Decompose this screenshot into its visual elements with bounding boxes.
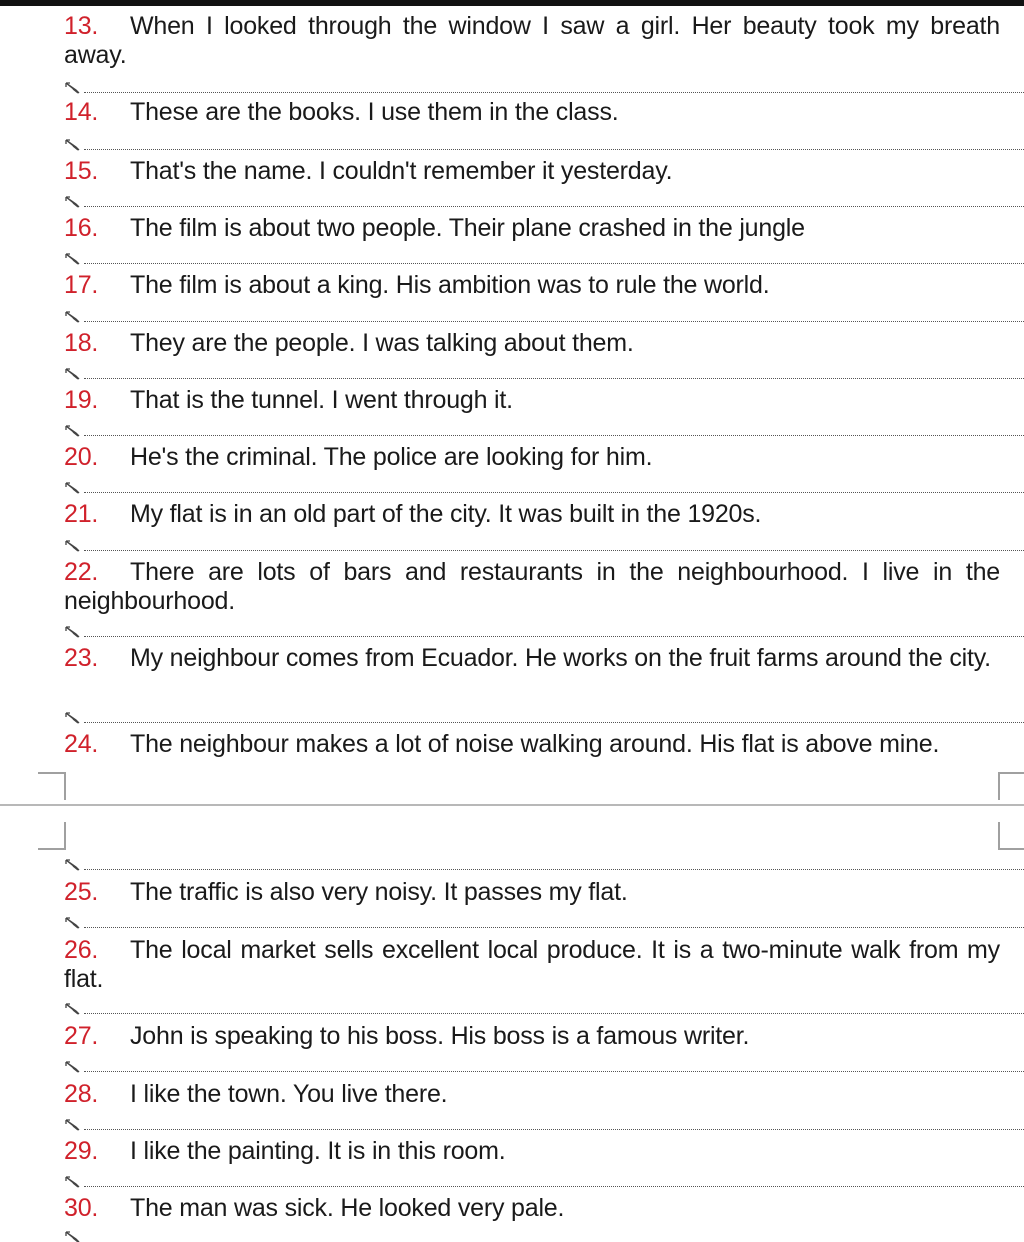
item-text: That's the name. I couldn't remember it yesterday. — [130, 157, 673, 185]
item-text: When I looked through the window I saw a girl. Her beauty took my breath away. — [64, 12, 1000, 69]
item-number: 13. — [64, 12, 99, 40]
dotted-line — [84, 263, 1024, 264]
answer-line[interactable] — [64, 367, 1024, 381]
dotted-line — [84, 869, 1024, 870]
item-number: 22. — [64, 558, 99, 586]
dotted-line — [84, 1071, 1024, 1072]
answer-line[interactable] — [64, 252, 1024, 266]
dotted-line — [84, 1186, 1024, 1187]
item-number: 26. — [64, 936, 99, 964]
dotted-line — [84, 435, 1024, 436]
item-number: 18. — [64, 329, 99, 357]
item-number: 28. — [64, 1080, 99, 1108]
page-break — [0, 804, 1024, 812]
item-number: 17. — [64, 271, 99, 299]
dotted-line — [84, 550, 1024, 551]
answer-line[interactable] — [64, 1230, 1024, 1242]
item-text: That is the tunnel. I went through it. — [130, 386, 513, 414]
pencil-icon — [64, 1230, 82, 1242]
dotted-line — [84, 206, 1024, 207]
answer-line[interactable] — [64, 711, 1024, 725]
item-number: 24. — [64, 730, 99, 758]
dotted-line — [84, 149, 1024, 150]
item-text: The film is about a king. His ambition was to rule the world. — [130, 271, 770, 299]
dotted-line — [84, 92, 1024, 93]
pencil-icon — [64, 1118, 82, 1132]
pencil-icon — [64, 1002, 82, 1016]
item-text: I like the town. You live there. — [130, 1080, 448, 1108]
document-page-2 — [0, 812, 1024, 1242]
pencil-icon — [64, 310, 82, 324]
item-number: 29. — [64, 1137, 99, 1165]
pencil-icon — [64, 81, 82, 95]
item-text: My flat is in an old part of the city. It was built in the 1920s. — [130, 500, 762, 528]
pencil-icon — [64, 1060, 82, 1074]
item-text: The traffic is also very noisy. It passes my flat. — [130, 878, 628, 906]
pencil-icon — [64, 195, 82, 209]
exercise-item — [64, 98, 1000, 127]
exercise-item — [64, 644, 1000, 673]
item-text: The neighbour makes a lot of noise walking around. His flat is above mine. — [130, 730, 940, 758]
dotted-line — [84, 927, 1024, 928]
answer-line[interactable] — [64, 1002, 1024, 1016]
exercise-item — [64, 12, 1000, 70]
answer-line[interactable] — [64, 138, 1024, 152]
exercise-item — [64, 558, 1000, 616]
item-number: 30. — [64, 1194, 99, 1222]
answer-line[interactable] — [64, 625, 1024, 639]
answer-line[interactable] — [64, 1175, 1024, 1189]
pencil-icon — [64, 916, 82, 930]
dotted-line — [84, 1013, 1024, 1014]
exercise-item — [64, 730, 1000, 759]
exercise-item — [64, 386, 1000, 415]
pencil-icon — [64, 1175, 82, 1189]
item-text: The film is about two people. Their plane crashed in the jungle — [130, 214, 805, 242]
exercise-item — [64, 878, 1000, 907]
crop-mark — [38, 772, 66, 800]
pencil-icon — [64, 625, 82, 639]
exercise-item — [64, 271, 1000, 300]
document-page-1 — [0, 6, 1024, 804]
exercise-item — [64, 329, 1000, 358]
pencil-icon — [64, 367, 82, 381]
dotted-line — [84, 722, 1024, 723]
exercise-item — [64, 1137, 1000, 1166]
answer-line[interactable] — [64, 310, 1024, 324]
item-number: 27. — [64, 1022, 99, 1050]
pencil-icon — [64, 711, 82, 725]
exercise-item — [64, 214, 1000, 243]
answer-line[interactable] — [64, 916, 1024, 930]
crop-mark — [38, 822, 66, 850]
item-text: The local market sells excellent local produce. It is a two-minute walk from my flat. — [64, 936, 1000, 993]
dotted-line — [84, 378, 1024, 379]
dotted-line — [84, 492, 1024, 493]
dotted-line — [84, 1129, 1024, 1130]
pencil-icon — [64, 252, 82, 266]
item-text: I like the painting. It is in this room. — [130, 1137, 506, 1165]
answer-line[interactable] — [64, 195, 1024, 209]
answer-line[interactable] — [64, 858, 1024, 872]
exercise-item — [64, 1194, 1000, 1223]
answer-line[interactable] — [64, 1060, 1024, 1074]
crop-mark — [998, 822, 1024, 850]
item-number: 20. — [64, 443, 99, 471]
pencil-icon — [64, 424, 82, 438]
item-text: The man was sick. He looked very pale. — [130, 1194, 565, 1222]
answer-line[interactable] — [64, 1118, 1024, 1132]
item-number: 14. — [64, 98, 99, 126]
item-number: 25. — [64, 878, 99, 906]
answer-line[interactable] — [64, 424, 1024, 438]
item-text: My neighbour comes from Ecuador. He works on the fruit farms around the city. — [130, 644, 991, 672]
dotted-line — [84, 636, 1024, 637]
exercise-item — [64, 157, 1000, 186]
answer-line[interactable] — [64, 539, 1024, 553]
pencil-icon — [64, 138, 82, 152]
item-text: John is speaking to his boss. His boss is a famous writer. — [130, 1022, 750, 1050]
item-text: He's the criminal. The police are looking for him. — [130, 443, 653, 471]
item-number: 15. — [64, 157, 99, 185]
pencil-icon — [64, 539, 82, 553]
item-text: These are the books. I use them in the class. — [130, 98, 619, 126]
exercise-item — [64, 1080, 1000, 1109]
item-text: They are the people. I was talking about them. — [130, 329, 634, 357]
item-number: 21. — [64, 500, 99, 528]
answer-line[interactable] — [64, 81, 1024, 95]
pencil-icon — [64, 481, 82, 495]
exercise-item — [64, 500, 1000, 529]
item-text: There are lots of bars and restaurants in the neighbourhood. I live in the neighbourhood. — [64, 558, 1000, 615]
pencil-icon — [64, 858, 82, 872]
item-number: 19. — [64, 386, 99, 414]
answer-line[interactable] — [64, 481, 1024, 495]
item-number: 23. — [64, 644, 99, 672]
exercise-item — [64, 1022, 1000, 1051]
crop-mark — [998, 772, 1024, 800]
exercise-item — [64, 936, 1000, 994]
item-number: 16. — [64, 214, 99, 242]
dotted-line — [84, 321, 1024, 322]
exercise-item — [64, 443, 1000, 472]
